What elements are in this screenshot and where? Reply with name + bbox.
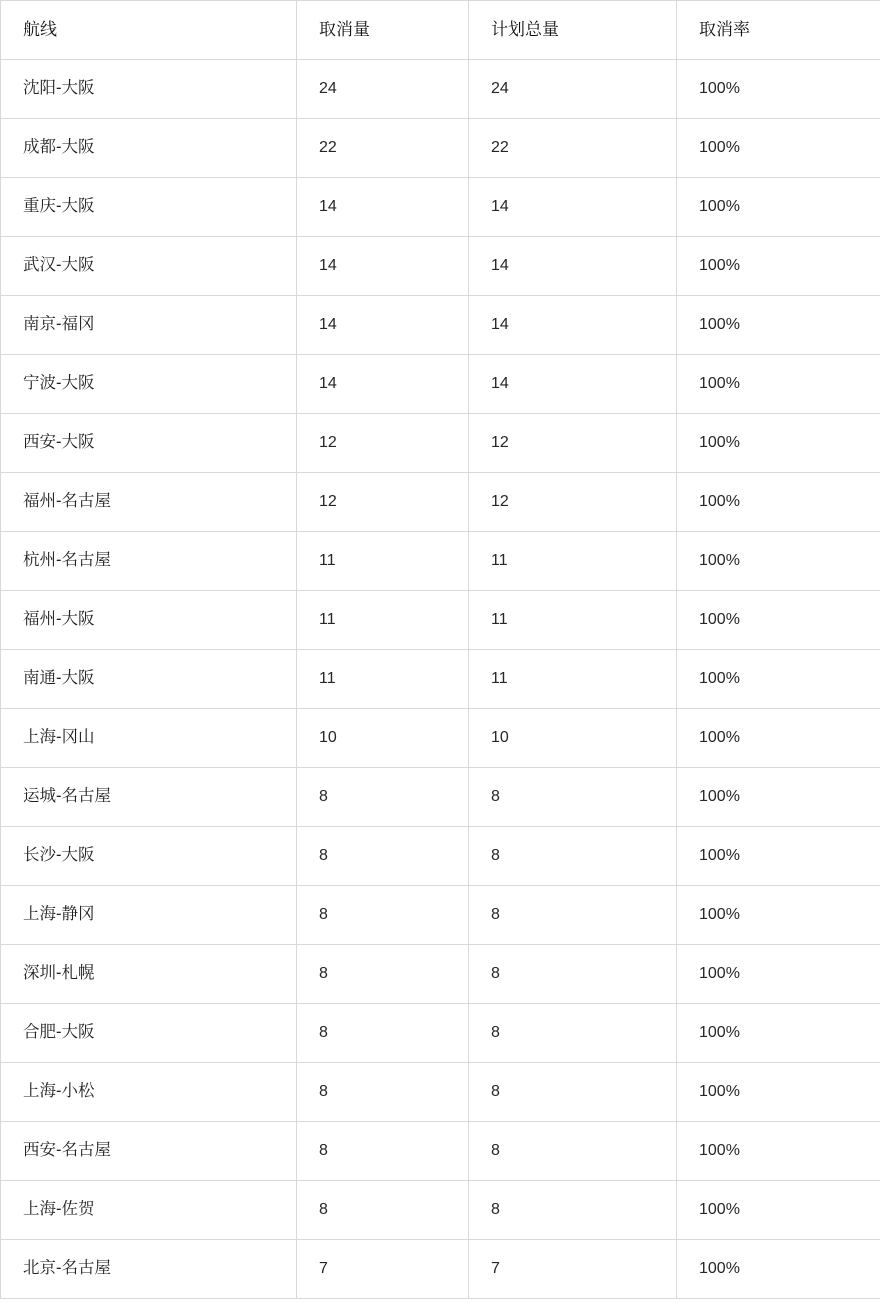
cell-planned: 8 bbox=[469, 1063, 677, 1122]
cell-cancelled: 12 bbox=[297, 473, 469, 532]
cell-rate: 100% bbox=[677, 768, 880, 827]
cell-cancelled: 14 bbox=[297, 237, 469, 296]
table-row bbox=[1, 768, 880, 827]
table-row bbox=[1, 119, 880, 178]
cell-planned: 14 bbox=[469, 178, 677, 237]
cell-route: 杭州-名古屋 bbox=[1, 532, 297, 591]
cell-route: 深圳-札幌 bbox=[1, 945, 297, 1004]
cell-planned: 22 bbox=[469, 119, 677, 178]
cell-planned: 11 bbox=[469, 591, 677, 650]
cell-rate: 100% bbox=[677, 650, 880, 709]
cell-rate: 100% bbox=[677, 827, 880, 886]
cell-cancelled: 8 bbox=[297, 827, 469, 886]
cell-rate: 100% bbox=[677, 178, 880, 237]
cell-route: 西安-大阪 bbox=[1, 414, 297, 473]
cell-rate: 100% bbox=[677, 1240, 880, 1299]
cell-planned: 12 bbox=[469, 414, 677, 473]
table-row bbox=[1, 1181, 880, 1240]
cell-planned: 8 bbox=[469, 768, 677, 827]
cell-route: 运城-名古屋 bbox=[1, 768, 297, 827]
cell-rate: 100% bbox=[677, 886, 880, 945]
cell-route: 武汉-大阪 bbox=[1, 237, 297, 296]
cell-cancelled: 10 bbox=[297, 709, 469, 768]
table-row bbox=[1, 473, 880, 532]
cell-cancelled: 8 bbox=[297, 945, 469, 1004]
cell-planned: 8 bbox=[469, 827, 677, 886]
cell-rate: 100% bbox=[677, 1181, 880, 1240]
table-row bbox=[1, 178, 880, 237]
cell-route: 北京-名古屋 bbox=[1, 1240, 297, 1299]
cell-route: 福州-名古屋 bbox=[1, 473, 297, 532]
cell-rate: 100% bbox=[677, 591, 880, 650]
cell-rate: 100% bbox=[677, 60, 880, 119]
cell-planned: 8 bbox=[469, 1122, 677, 1181]
cell-cancelled: 24 bbox=[297, 60, 469, 119]
cell-route: 宁波-大阪 bbox=[1, 355, 297, 414]
cell-rate: 100% bbox=[677, 355, 880, 414]
table-row bbox=[1, 296, 880, 355]
cell-rate: 100% bbox=[677, 532, 880, 591]
cell-rate: 100% bbox=[677, 709, 880, 768]
cell-planned: 11 bbox=[469, 532, 677, 591]
cell-route: 上海-佐贺 bbox=[1, 1181, 297, 1240]
cell-planned: 14 bbox=[469, 237, 677, 296]
table-row bbox=[1, 650, 880, 709]
cell-route: 西安-名古屋 bbox=[1, 1122, 297, 1181]
cell-route: 沈阳-大阪 bbox=[1, 60, 297, 119]
cell-cancelled: 14 bbox=[297, 178, 469, 237]
cell-planned: 14 bbox=[469, 355, 677, 414]
cell-rate: 100% bbox=[677, 1122, 880, 1181]
table-row bbox=[1, 60, 880, 119]
table-row bbox=[1, 886, 880, 945]
table-row bbox=[1, 355, 880, 414]
table-body bbox=[1, 60, 880, 1299]
table-row bbox=[1, 709, 880, 768]
table-header-row bbox=[1, 1, 880, 60]
cell-cancelled: 12 bbox=[297, 414, 469, 473]
table-row bbox=[1, 532, 880, 591]
cell-route: 南通-大阪 bbox=[1, 650, 297, 709]
cell-rate: 100% bbox=[677, 1063, 880, 1122]
cell-route: 上海-静冈 bbox=[1, 886, 297, 945]
cell-cancelled: 8 bbox=[297, 1004, 469, 1063]
cell-planned: 8 bbox=[469, 1004, 677, 1063]
cell-rate: 100% bbox=[677, 296, 880, 355]
table-row bbox=[1, 1240, 880, 1299]
column-header-cancelled: 取消量 bbox=[297, 1, 469, 60]
cell-planned: 8 bbox=[469, 1181, 677, 1240]
column-header-route: 航线 bbox=[1, 1, 297, 60]
cell-planned: 8 bbox=[469, 945, 677, 1004]
table-header bbox=[1, 1, 880, 60]
cell-rate: 100% bbox=[677, 1004, 880, 1063]
cell-route: 长沙-大阪 bbox=[1, 827, 297, 886]
cell-planned: 14 bbox=[469, 296, 677, 355]
cell-cancelled: 14 bbox=[297, 355, 469, 414]
cell-route: 合肥-大阪 bbox=[1, 1004, 297, 1063]
cell-cancelled: 8 bbox=[297, 1122, 469, 1181]
cell-planned: 24 bbox=[469, 60, 677, 119]
cell-cancelled: 11 bbox=[297, 591, 469, 650]
cell-cancelled: 8 bbox=[297, 1063, 469, 1122]
cell-cancelled: 11 bbox=[297, 532, 469, 591]
cell-planned: 8 bbox=[469, 886, 677, 945]
cell-rate: 100% bbox=[677, 414, 880, 473]
cell-route: 成都-大阪 bbox=[1, 119, 297, 178]
cell-route: 重庆-大阪 bbox=[1, 178, 297, 237]
table-row bbox=[1, 591, 880, 650]
cell-cancelled: 11 bbox=[297, 650, 469, 709]
cell-planned: 11 bbox=[469, 650, 677, 709]
cell-route: 福州-大阪 bbox=[1, 591, 297, 650]
cell-cancelled: 7 bbox=[297, 1240, 469, 1299]
column-header-planned: 计划总量 bbox=[469, 1, 677, 60]
cell-route: 上海-冈山 bbox=[1, 709, 297, 768]
cell-planned: 10 bbox=[469, 709, 677, 768]
cell-cancelled: 14 bbox=[297, 296, 469, 355]
cell-route: 上海-小松 bbox=[1, 1063, 297, 1122]
cell-cancelled: 8 bbox=[297, 768, 469, 827]
cell-planned: 12 bbox=[469, 473, 677, 532]
cell-cancelled: 8 bbox=[297, 886, 469, 945]
cell-cancelled: 8 bbox=[297, 1181, 469, 1240]
cell-route: 南京-福冈 bbox=[1, 296, 297, 355]
column-header-rate: 取消率 bbox=[677, 1, 880, 60]
cell-rate: 100% bbox=[677, 237, 880, 296]
cell-rate: 100% bbox=[677, 119, 880, 178]
table-row bbox=[1, 945, 880, 1004]
table-row bbox=[1, 414, 880, 473]
table-row bbox=[1, 237, 880, 296]
cell-planned: 7 bbox=[469, 1240, 677, 1299]
cell-rate: 100% bbox=[677, 945, 880, 1004]
table-row bbox=[1, 827, 880, 886]
cell-cancelled: 22 bbox=[297, 119, 469, 178]
table-row bbox=[1, 1063, 880, 1122]
table-row bbox=[1, 1004, 880, 1063]
cell-rate: 100% bbox=[677, 473, 880, 532]
table-row bbox=[1, 1122, 880, 1181]
